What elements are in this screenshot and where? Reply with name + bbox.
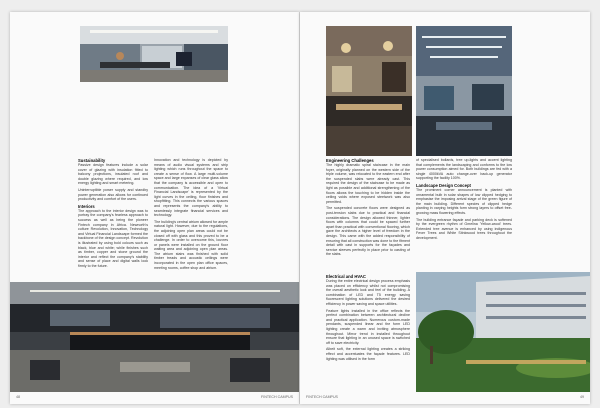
left-running-head	[261, 395, 293, 399]
paragraph: The highly dramatic spiral staircase in the main foyer, originally planned on the western side of the triple volume, was relocated to the eastern end after the suspended slabs were already cast. This required the design of the staircase to be made as light as possible and additional strengthening of the floors allows the touching to be hidden inside the ceiling voids where exposed steelwork was also permitted.	[326, 163, 410, 204]
paragraph: of specialised bollards, tree up-lights and accent lighting that complements the landscaping and conforms to the low power consumption aimed for. Both buildings are fed with a single 4000kVA auto change-over back-up generator supporting the facility 100%.	[416, 158, 512, 181]
right-text-column-3	[326, 274, 410, 363]
page-number: 49	[580, 395, 584, 399]
left-text-column-1	[78, 158, 148, 270]
section-heading: Electrical and HVAC	[326, 274, 366, 279]
left-text-column-2	[154, 158, 228, 272]
paragraph: The prominent corner announcement is planted with ornamental bulb in solar shapes of low clipped hedging to emphasise the imposing arrival stage of the green figure of the main building. Different species of clipped hedge planting in varying heights form strong layers to offset free-growing mass flowering effects.	[416, 187, 512, 215]
paragraph: Innovation and technology is depicted by means of audio visual systems and strip lighting which runs throughout the space to create a sense of flow. A large multi-volume space and large expanses of clear glass allow that the company is accessible and open to communication. The idea of a 'Virtual Financial Landscape' is represented by the light curves in the ceiling, floor finishes and shopfitting. This connects the various spaces and represents the company's ability to seamlessly integrate financial services and technology.	[154, 158, 228, 218]
left-footer	[16, 395, 20, 399]
landscape-exterior-photo	[416, 272, 590, 392]
paragraph: During the entire electrical design process emphasis was placed on efficiency whilst not compromising the overall aesthetic look and feel of the building. A combination of LED and T5 energy saving fluorescent lighting solutions delivered the desired efficiency in power saving and space utilities.	[326, 279, 410, 306]
paragraph: The approach to the interior design was to portray the company's fearless approach to success as well as being the pioneer Fintech company in Africa. Newnorth's culture Revolution, Innovation, Technology and Virtual Financial Landscape formed the backbone of the design concept. Revolution is illustrated by using bold colours such as black, blue and white; while finishes such as timber, copper and stone ground the interior and reflect the company's stability and sense of place and digital walls look firmly to the future.	[78, 208, 148, 268]
running-head: FINTECH CAMPUS	[261, 395, 293, 399]
bar-lounge-photo	[10, 282, 299, 392]
right-running-head	[306, 395, 338, 399]
cafe-interior-photo	[326, 26, 412, 156]
right-text-column-2	[416, 158, 512, 243]
paragraph: Passive design features include a solar cover of glazing with insulation fitted to balcony projections, insulated roof and double glazing where required, and low energy lighting and smart metering.	[78, 163, 148, 186]
section-heading: Interiors	[78, 203, 95, 209]
paragraph: The suspended concrete floors were designed as post-tension slabs due to practical and financial considerations. The design allowed thinner, lighter floors with columns that could be spaced further apart than practical with conventional flooring, which gave the architects a higher level of freedom in the design. This came with the added responsibility of ensuring that all construction was done to the fitment detail with cast in supports for the façades and service sleeves perfectly in place prior to casting of the slabs.	[326, 206, 410, 257]
section-heading: Engineering Challenges	[326, 158, 374, 163]
paragraph: The building's central atrium allowed for ample natural light. However, due to the regulations, the adjoining open plan areas could not be closed off with glass and this proved to be a challenge. In order to overcome this, louvres or panels were installed on the ground floor waiting area and adjoining open plan areas. The atrium stairs was finished with solid timber treads and acoustic ceilings were incorporated in the open plan office spaces, meeting rooms, coffee shop and atrium.	[154, 219, 228, 270]
running-head: FINTECH CAMPUS	[306, 395, 338, 399]
paragraph: Uninterruptible power supply and standby power generation also allows for continued productivity and comfort of the users.	[78, 187, 148, 202]
paragraph: The building entrance façade and parking deck is softened by the evergreen rhythm of Gmelina 'Yellow-wood' trees. Extended tree avenue is enhanced by using indigenous Fever Trees and White Stinkwood trees throughout the development.	[416, 217, 512, 240]
paragraph: Albeit soft, the external lighting creates a striking effect and accentuates the façade features. LED lighting was utilised in the form	[326, 347, 410, 361]
section-heading: Landscape Design Concept	[416, 182, 471, 188]
right-text-column-1	[326, 158, 410, 259]
office-ceiling-photo	[416, 26, 512, 156]
right-page	[300, 12, 590, 404]
office-interior-photo	[80, 26, 228, 82]
left-page	[10, 12, 299, 404]
paragraph: Feature lights installed in the office reflects the perfect combination between architectural decline and practical application. Numerous custom-made pendants, suspended linear and the form LED lighting create a warm and inviting atmosphere throughout. Mirror trend in installed throughout ensure that lighting in an unused space is switched off to save electricity.	[326, 308, 410, 345]
section-heading: Sustainability	[78, 158, 106, 163]
page-number: 48	[16, 395, 20, 399]
right-footer	[580, 395, 584, 399]
